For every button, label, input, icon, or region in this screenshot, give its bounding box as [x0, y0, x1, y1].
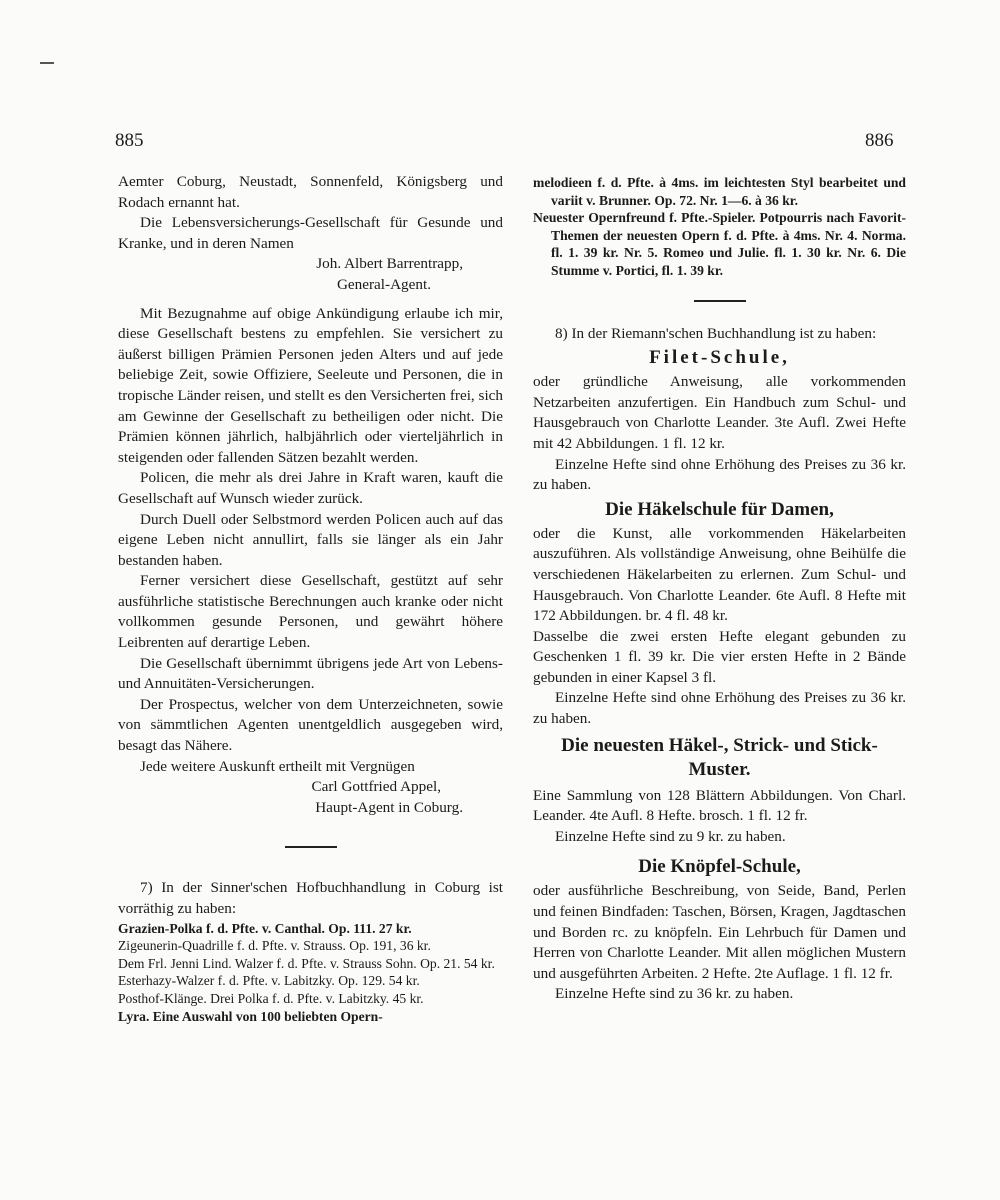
body-paragraph: Ferner versichert diese Gesellschaft, gestützt auf sehr ausführliche statistische Berechnungen auch kranke oder nicht vollkommen gesunde Personen, und gewährt höhere Leibrenten auf derartige Leben.: [118, 572, 503, 652]
list-item: Esterhazy-Walzer f. d. Pfte. v. Labitzky. Op. 129. 54 kr.: [118, 973, 420, 989]
book-description: oder die Kunst, alle vorkommenden Häkelarbeiten auszuführen. Als vollständige Anweisung, ohne Beihülfe die verschiedenen Häkelarbeiten zu erlernen. Zum Schul- und Hausgebrauch. Von Charlotte Leander. 6te Aufl. 8 Hefte mit 172 Abbildungen. br. 4 fl. 48 kr.: [533, 524, 906, 625]
list-item: Dem Frl. Jenni Lind. Walzer f. d. Pfte. v. Strauss Sohn. Op. 21. 54 kr.: [118, 955, 495, 971]
right-column: [533, 174, 906, 1005]
body-paragraph: Die Gesellschaft übernimmt übrigens jede Art von Lebens- und Annuitäten-Versicherungen.: [118, 654, 503, 693]
section-heading: 8) In der Riemann'schen Buchhandlung ist zu haben:: [555, 324, 877, 342]
list-item: Zigeunerin-Quadrille f. d. Pfte. v. Strauss. Op. 191, 36 kr.: [118, 938, 431, 954]
list-item: Neuester Opernfreund f. Pfte.-Spieler. Potpourris nach Favorit-Themen der neuesten Opern f. d. Pfte. à 4ms. Nr. 4. Norma. fl. 1. 39 kr. Nr. 5. Romeo und Julie. fl. 1. 30 kr. Nr. 6. Die Stumme v. Portici, fl. 1. 39 kr.: [533, 210, 906, 278]
signature-line: General-Agent.: [336, 275, 431, 293]
page-number-left: 885: [115, 130, 144, 151]
book-note: Einzelne Hefte sind ohne Erhöhung des Preises zu 36 kr. zu haben.: [533, 455, 906, 494]
book-note: Einzelne Hefte sind ohne Erhöhung des Preises zu 36 kr. zu haben.: [533, 689, 906, 728]
book-description: oder ausführliche Beschreibung, von Seide, Band, Perlen und feinen Bindfaden: Taschen, Börsen, Kragen, Jagdtaschen und Borden rc. zu knöpfeln. Ein Lehrbuch für Damen und Herren von Charlotte Leander. Mit allen möglichen Mustern und ausgeführten Arbeiten. 2 Hefte. 2te Auflage. 1 fl. 12 fr.: [533, 882, 906, 982]
book-note: Dasselbe die zwei ersten Hefte elegant gebunden zu Geschenken 1 fl. 39 kr. Die vier ersten Hefte in 2 Bände gebunden in einer Kapsel 3 fl.: [533, 627, 906, 686]
body-paragraph: Durch Duell oder Selbstmord werden Policen auch auf das eigene Leben nicht annullirt, falls sie länger als ein Jahr bestanden haben.: [118, 510, 503, 569]
section-divider: [285, 846, 337, 848]
left-column: [118, 172, 503, 1025]
book-title: Die Häkelschule für Damen,: [605, 498, 834, 520]
book-title: Die neuesten Häkel-, Strick- und Stick-Muster.: [561, 734, 878, 780]
signature-line: Joh. Albert Barrentrapp,: [316, 255, 463, 273]
list-item: Grazien-Polka f. d. Pfte. v. Canthal. Op. 111. 27 kr.: [118, 920, 412, 936]
list-item: Posthof-Klänge. Drei Polka f. d. Pfte. v. Labitzky. 45 kr.: [118, 990, 424, 1006]
list-item: Lyra. Eine Auswahl von 100 beliebten Opern-: [118, 1008, 383, 1024]
book-note: Einzelne Hefte sind zu 9 kr. zu haben.: [555, 827, 786, 845]
book-title: Die Knöpfel-Schule,: [638, 856, 801, 878]
book-title: Filet-Schule,: [649, 347, 790, 369]
signature-line: Haupt-Agent in Coburg.: [315, 798, 463, 816]
book-note: Einzelne Hefte sind zu 36 kr. zu haben.: [555, 985, 794, 1003]
book-description: Eine Sammlung von 128 Blättern Abbildungen. Von Charl. Leander. 4te Aufl. 8 Hefte. brosch. 1 fl. 12 fr.: [533, 786, 906, 825]
section-divider: [694, 300, 746, 302]
page-number-right: 886: [865, 130, 894, 151]
section-heading: 7) In der Sinner'schen Hofbuchhandlung in Coburg ist vorräthig zu haben:: [118, 879, 503, 917]
body-paragraph: Der Prospectus, welcher von dem Unterzeichneten, sowie von sämmtlichen Agenten unentgeldlich ausgegeben wird, besagt das Nähere.: [118, 695, 503, 755]
intro-line: Die Lebensversicherungs-Gesellschaft für Gesunde und Kranke, und in deren Namen: [118, 214, 503, 252]
book-description: oder gründliche Anweisung, alle vorkommenden Netzarbeiten anzufertigen. Ein Handbuch zum Schul- und Hausgebrauch von Charlotte Leander. 3te Aufl. Zwei Hefte mit 42 Abbildungen. 1 fl. 12 kr.: [533, 373, 906, 452]
margin-dash: [40, 62, 54, 64]
body-paragraph: Jede weitere Auskunft ertheilt mit Vergnügen: [140, 757, 415, 775]
list-item: melodieen f. d. Pfte. à 4ms. im leichtesten Styl bearbeitet und variit v. Brunner. Op. 72. Nr. 1—6. à 36 kr.: [533, 175, 906, 208]
intro-line: Aemter Coburg, Neustadt, Sonnenfeld, Königsberg und Rodach ernannt hat.: [118, 173, 503, 211]
signature-line: Carl Gottfried Appel,: [311, 778, 441, 796]
body-paragraph: Policen, die mehr als drei Jahre in Kraft waren, kauft die Gesellschaft auf Wunsch wieder zurück.: [118, 469, 503, 507]
body-paragraph: Mit Bezugnahme auf obige Ankündigung erlaube ich mir, diese Gesellschaft bestens zu empfehlen. Sie versichert zu äußerst billigen Prämien Personen jeden Alters und auf jede beliebige Zeit, sowie Offiziere, Seeleute und Personen, die in tropische Länder reisen, und stellt es den Versicherten frei, sich am Gewinne der Gesellschaft zu betheiligen oder nicht. Die Prämien können jährlich, halbjährlich oder vierteljährlich in steigenden oder fallenden Sätzen bezahlt werden.: [118, 304, 503, 466]
